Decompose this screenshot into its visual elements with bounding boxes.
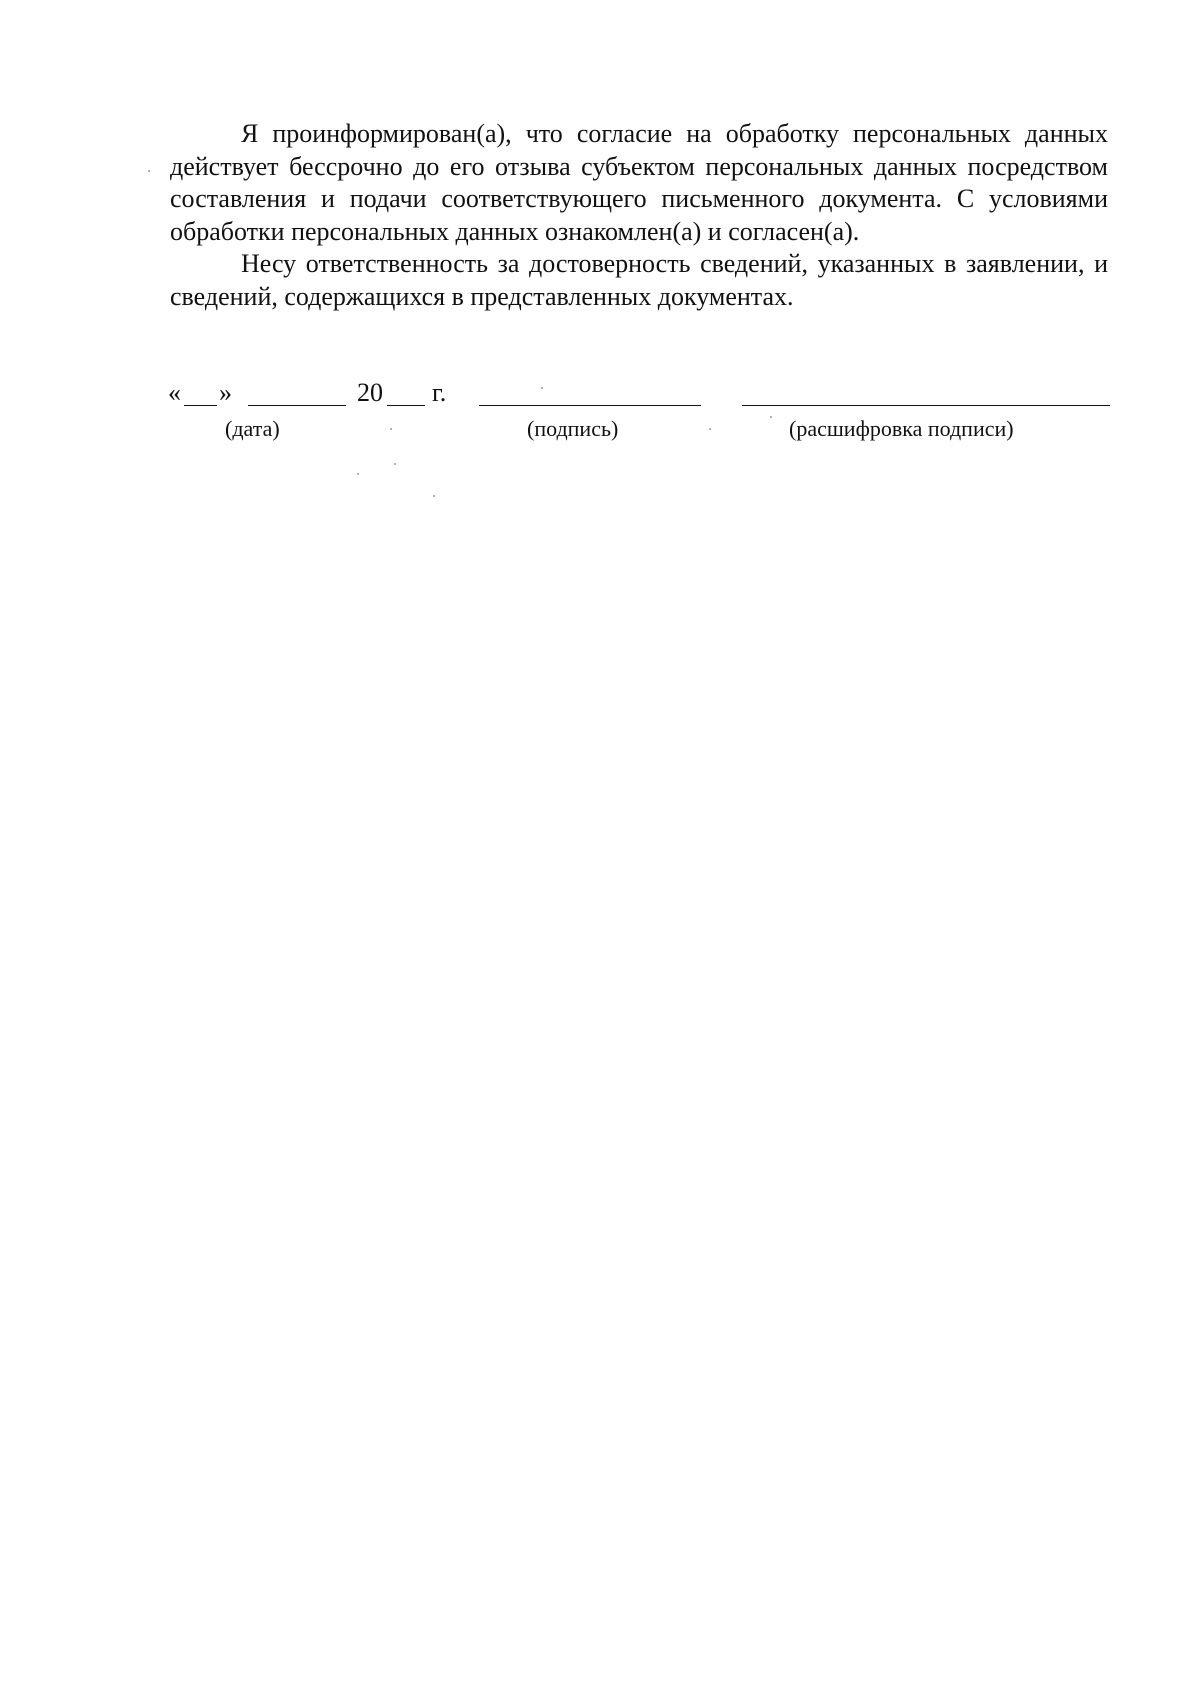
scan-speck — [541, 387, 543, 389]
consent-text — [170, 118, 1108, 313]
month-blank-line — [248, 405, 346, 406]
signature-line — [479, 405, 701, 406]
year-suffix: г. — [432, 378, 447, 407]
quote-open: « — [168, 378, 181, 407]
signature-transcript-caption: (расшифровка подписи) — [789, 416, 1014, 441]
scan-speck — [770, 416, 772, 418]
responsibility-paragraph: Несу ответственность за достоверность сведений, указанных в заявлении, и сведений, содержащихся в представленных документах. — [170, 249, 1108, 311]
signature-row — [168, 377, 1110, 409]
scan-speck — [394, 463, 396, 465]
quote-close: » — [219, 378, 232, 407]
year-prefix: 20 — [357, 378, 383, 407]
signature-transcript-line — [742, 405, 1110, 406]
signature-caption: (подпись) — [527, 416, 619, 441]
date-caption: (дата) — [225, 416, 280, 441]
scan-speck — [357, 473, 359, 475]
scan-speck — [709, 428, 711, 430]
year-blank-line — [387, 405, 425, 406]
scan-speck — [433, 495, 435, 497]
scan-speck — [390, 428, 392, 430]
day-blank-line — [184, 405, 217, 406]
scan-speck — [148, 170, 150, 172]
consent-paragraph: Я проинформирован(а), что согласие на обработку персональных данных действует бессрочно до его отзыва субъектом персональных данных посредством составления и подачи соответствующего письменного документа. С условиями обработки персональных данных ознакомлен(а) и согласен(а). — [170, 119, 1108, 246]
